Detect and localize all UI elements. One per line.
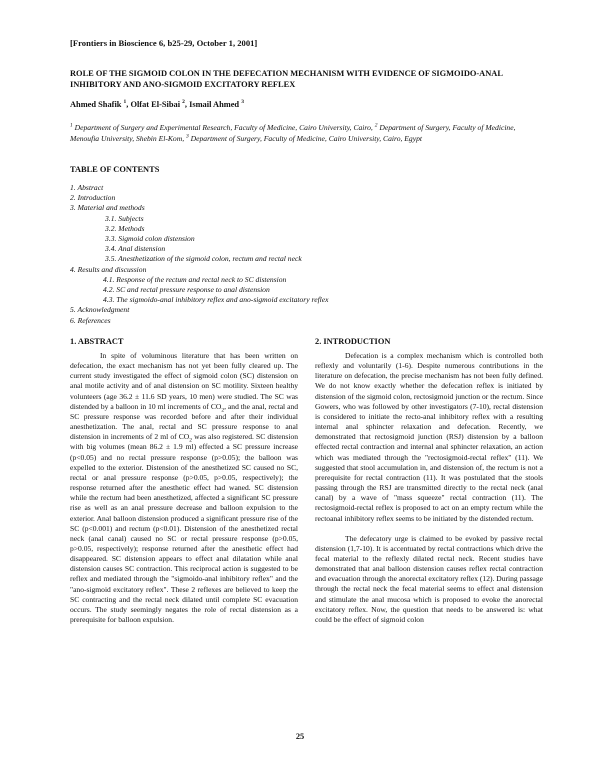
toc-subitem: 3.2. Methods xyxy=(105,223,145,233)
toc-item: 2. Introduction xyxy=(70,193,116,203)
subscript: 2 xyxy=(221,407,225,414)
author-name: , Olfat El-Sibai xyxy=(126,100,181,109)
author-name: , Ismail Ahmed xyxy=(184,100,240,109)
page-number: 25 xyxy=(295,732,305,741)
abstract-text: In spite of voluminous literature that has been written on defecation, the exact mechanism has not yet been fully cleared up. The current study investigated the effect of sigmoid colon (SC) distension on anal motile activity and of anal distension on SC motility. Sixteen healthy volunteers (age 36.2 ± 11.6 SD years, 10 men) were studied. The SC was distended by a balloon in 10 ml increments of CO xyxy=(70,351,298,411)
author-affiliation-marker: 2 xyxy=(182,99,185,106)
abstract-heading: 1. ABSTRACT xyxy=(70,337,124,346)
toc-subitem: 3.5. Anesthetization of the sigmoid colon, rectum and rectal neck xyxy=(105,254,302,264)
introduction-column xyxy=(315,351,543,625)
toc-item: 3. Material and methods xyxy=(70,203,145,213)
toc-item: 1. Abstract xyxy=(70,183,104,192)
affiliation-marker: 3 xyxy=(186,133,189,140)
affiliations xyxy=(70,123,545,145)
author-list xyxy=(70,100,244,109)
abstract-column xyxy=(70,351,298,625)
toc-subitem: 3.4. Anal distension xyxy=(105,244,166,254)
introduction-paragraph: Defecation is a complex mechanism which is controlled both reflexly and voluntarily (1-6). Despite numerous contributions in the literature on defecation, the precise mechanism has not been fully defined. We do not know exactly whether the defecation reflex is initiated by distension of the sigmoid colon, rectosigmoid junction or the rectum. Since Gowers, who was followed by other investigators (7-10), rectal distension is considered to initiate the recto-anal inhibitory reflex with a resulting internal anal sphincter relaxation and defecation. Recently, we demonstrated that rectosigmoid junction (RSJ) distension by a balloon effected rectal contraction and internal anal sphincter relaxation, an action which was mediated through the "rectosigmoid-rectal reflex" (11). We suggested that stool accumulation in, and distension of, the rectum is not a prerequisite for rectal contraction (11). It was postulated that the stools passing through the RSJ are transmitted directly to the rectal neck (anal canal) by a wave of "mass squeeze" rectal contraction (11). The rectosigmoid-rectal reflex is proposed to act on an empty rectum while the rectoanal inhibitory reflex seems to be initiated by the distended rectum. xyxy=(315,351,543,523)
affiliation-text: Department of Surgery and Experimental Research, Faculty of Medicine, Cairo University, Cairo, xyxy=(72,123,375,132)
toc-heading: TABLE OF CONTENTS xyxy=(70,165,160,174)
author-affiliation-marker: 3 xyxy=(241,99,244,106)
abstract-text: , and the anal, rectal and SC pressure response was recorded before and after their individual anesthetization. The anal, rectal and SC pressure response to anal distension in increments of 2 ml of CO xyxy=(70,401,299,442)
paper-title: ROLE OF THE SIGMOID COLON IN THE DEFECATION MECHANISM WITH EVIDENCE OF SIGMOIDO-ANAL INHIBITORY AND ANO-SIGMOID EXCITATORY REFLEX xyxy=(70,69,503,89)
journal-header: [Frontiers in Bioscience 6, b25-29, October 1, 2001] xyxy=(70,38,258,48)
affiliation-text: Department of Surgery, Faculty of Medicine, Menoufia University, Shebin El-Kom, xyxy=(70,123,516,143)
abstract-paragraph xyxy=(70,351,298,625)
affiliation-marker: 1 xyxy=(70,122,73,129)
toc-subitem: 3.1. Subjects xyxy=(105,213,144,223)
abstract-text: was also registered. SC distension with big volumes (mean 86.2 ± 1.9 ml) effected a SC pressure increase (p<0.05) and no rectal pressure response (p>0.05); the balloon was expelled to the exterior. Distension of the anesthetized SC caused no SC, rectal or anal pressure response (p>0.05, p>0.05, respectively); the response returned after the anesthetic effect had waned. SC distension while the rectum had been anesthetized, affected a significant SC pressure rise as well as an anal pressure decrease and balloon expulsion to the exterior. Anal balloon distension produced a significant pressure rise of the SC (p<0.001) and rectum (p<0.01). Distension of the anesthetized rectal neck (anal canal) caused no SC or rectal pressure response (p>0.05, p>0.05, respectively); response returned after the anesthetic effect had disappeared. SC distension appears to effect anal dilatation while anal distension causes SC contraction. This reciprocal action is suggested to be reflex and mediated through the "sigmoido-anal inhibitory reflex" and the "ano-sigmoid excitatory reflex". These 2 reflexes are believed to keep the SC contracting and the rectal neck dilated until complete SC evacuation occurs. The study seemingly negates the role of rectal distension as a prerequisite for balloon expulsion. xyxy=(70,432,299,625)
introduction-paragraph: The defecatory urge is claimed to be evoked by passive rectal distension (1,7-10). It is accentuated by rectal contractions which drive the fecal material to the reflexly dilated rectal neck. Recent studies have demonstrated that anal balloon distension causes reflex rectal contraction and evacuation through the anorectal excitatory reflex (12). During passage through the rectal neck the fecal material seems to effect anal distension and stimulate the anal mucosa which is proposed to evoke the anorectal excitatory reflex. Now, the question that needs to be answered is: what could be the effect of sigmoid colon xyxy=(315,533,543,624)
toc-subitem: 3.3. Sigmoid colon distension xyxy=(105,234,195,244)
toc-subitem: 4.2. SC and rectal pressure response to anal distension xyxy=(103,285,270,295)
toc-item: 4. Results and discussion xyxy=(70,264,147,274)
author-affiliation-marker: 1 xyxy=(123,99,127,106)
affiliation-marker: 2 xyxy=(374,122,378,129)
toc-subitem: 4.3. The sigmoido-anal inhibitory reflex and ano-sigmoid excitatory reflex xyxy=(103,295,329,305)
subscript: 2 xyxy=(189,437,193,444)
toc-subitem: 4.1. Response of the rectum and rectal neck to SC distension xyxy=(103,274,287,284)
introduction-heading: 2. INTRODUCTION xyxy=(315,337,391,346)
toc-item: 5. Acknowledgment xyxy=(70,305,130,315)
author-name: Ahmed Shafik xyxy=(70,100,122,109)
toc-item: 6. References xyxy=(70,315,111,325)
affiliation-text: Department of Surgery, Faculty of Medicine, Cairo University, Cairo, Egypt xyxy=(188,133,423,143)
table-of-contents xyxy=(70,183,540,326)
